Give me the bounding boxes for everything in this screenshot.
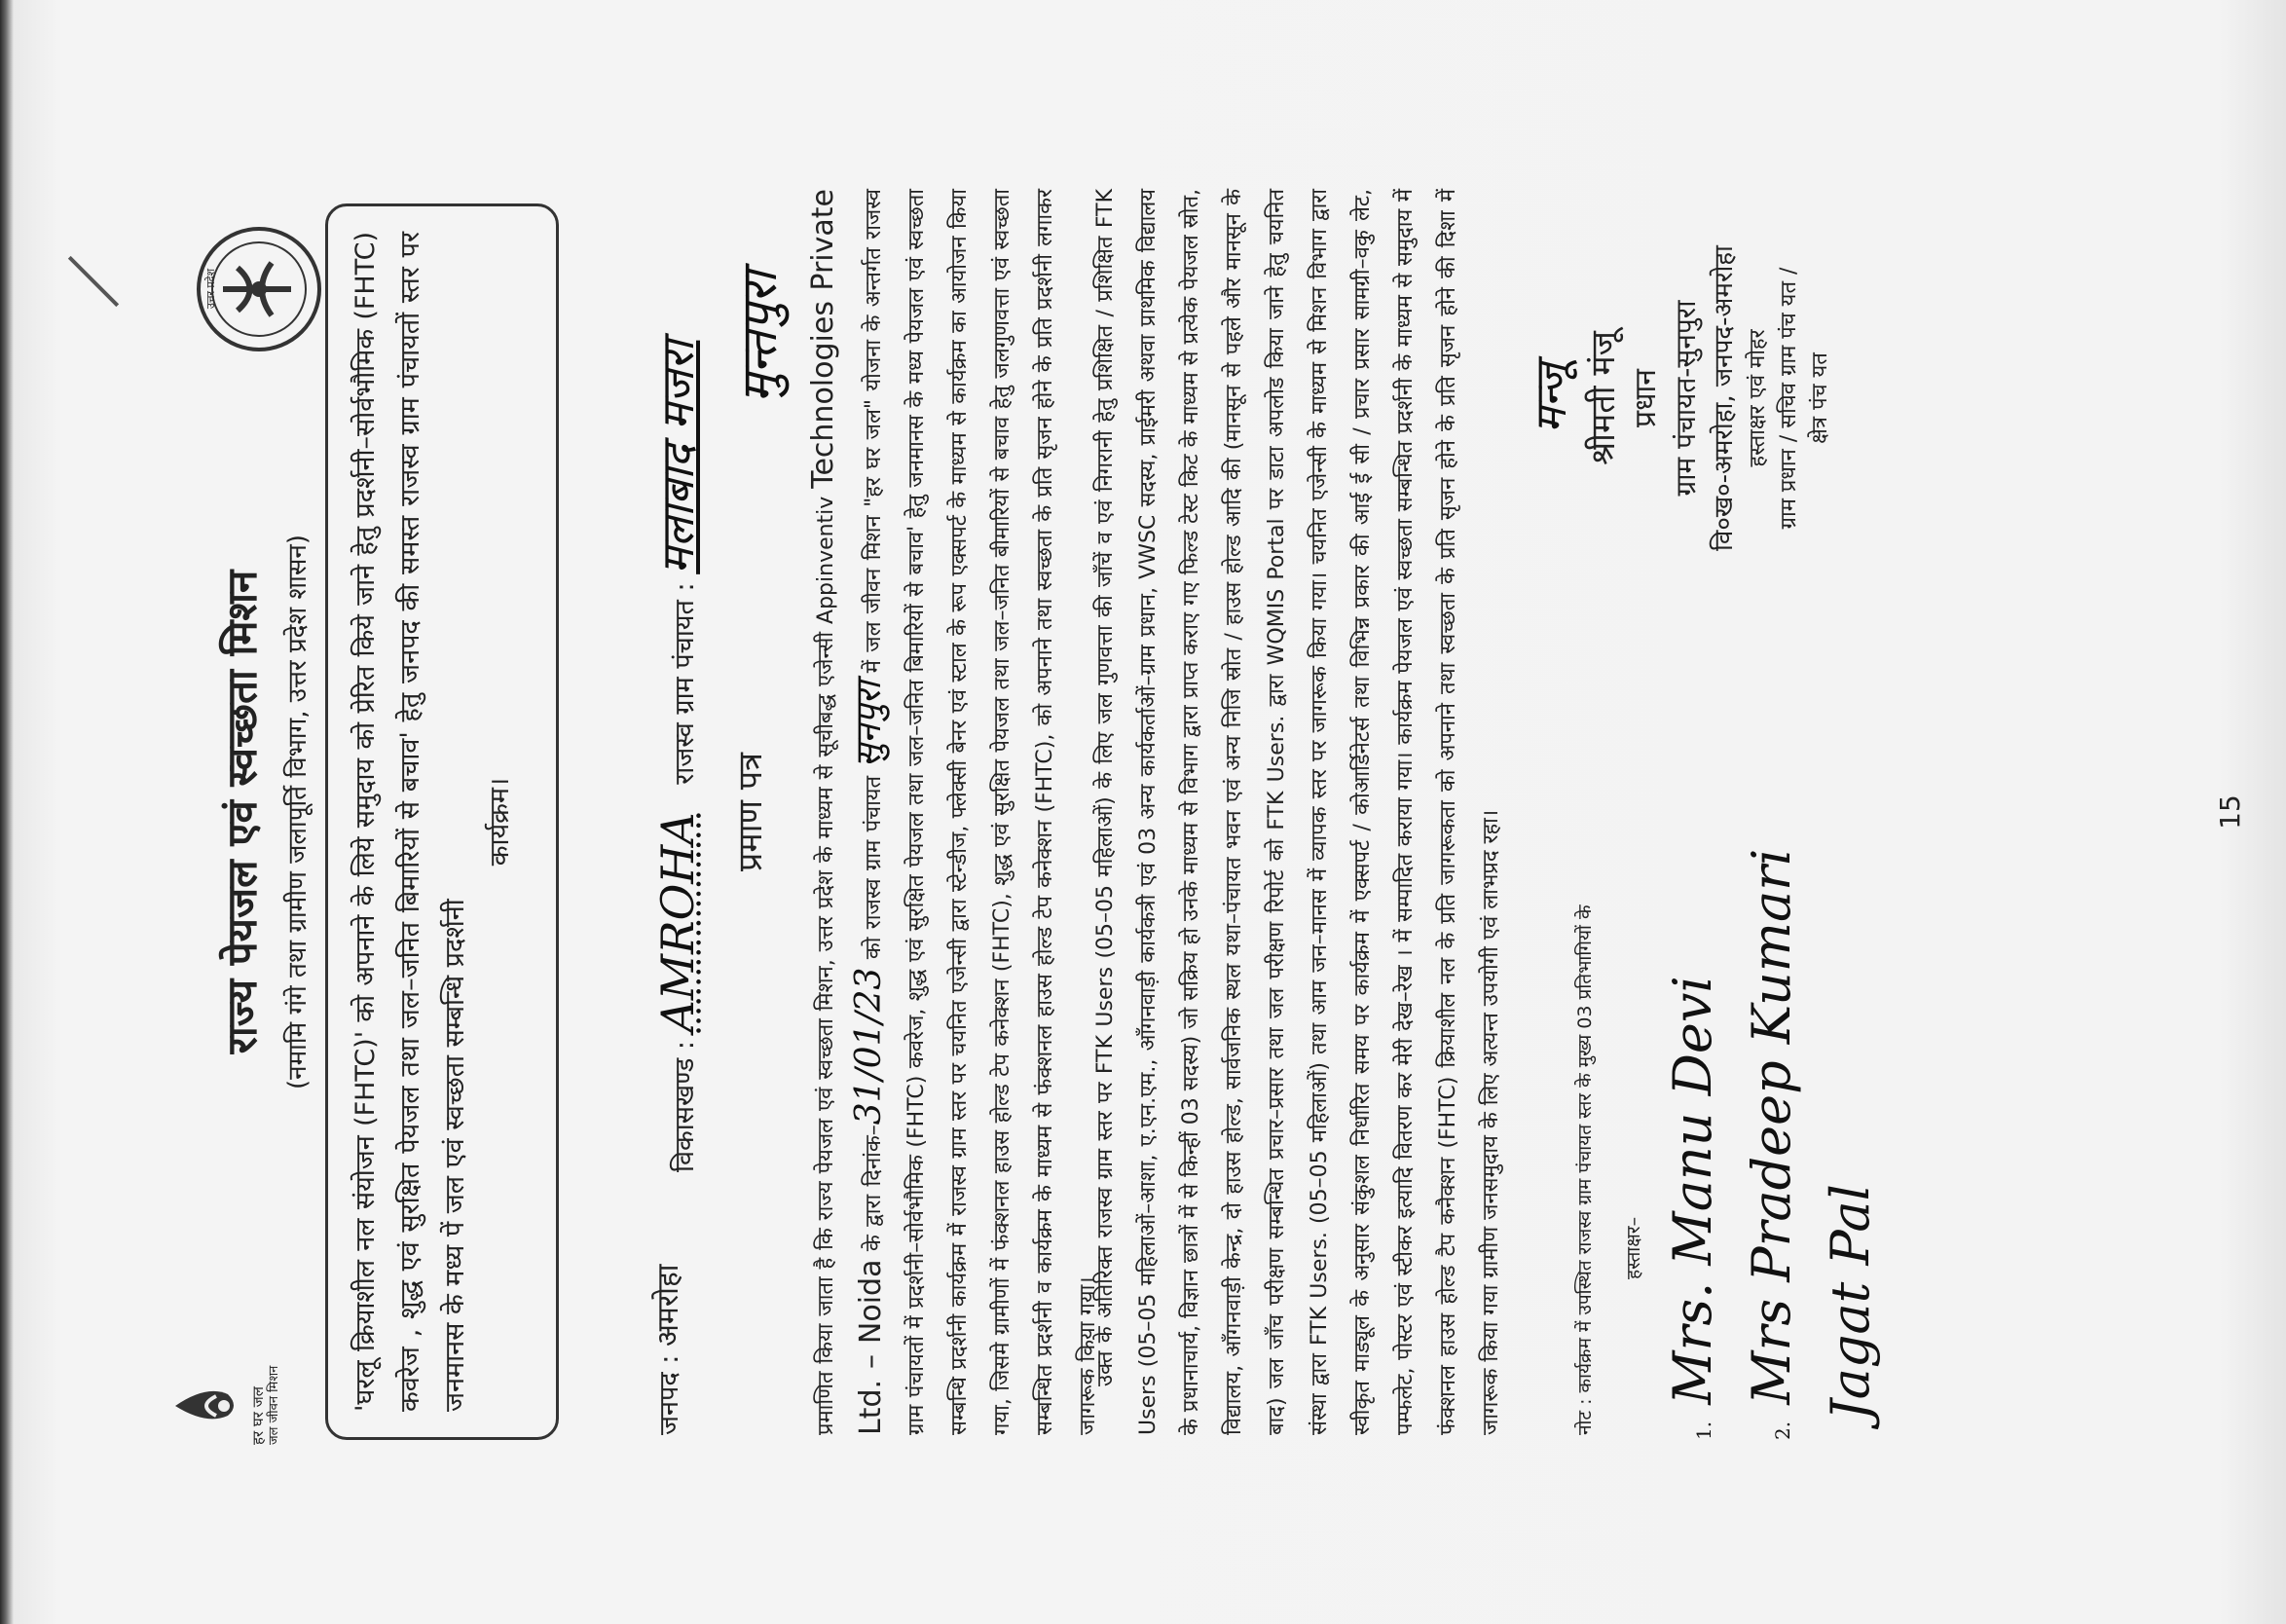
stamp-caption-3: क्षेत्र पंच यत bbox=[1808, 352, 1832, 444]
stamp-caption: हस्ताक्षर एवं मोहर bbox=[1746, 329, 1770, 467]
gram-panchayat-value-handwritten: मलाबाद मजरा bbox=[651, 340, 704, 574]
certificate-page bbox=[23, 33, 2263, 1591]
stamp-caption-2: ग्राम प्रधान / सचिव ग्राम पंच यत / bbox=[1777, 267, 1801, 530]
janpad-field bbox=[646, 1264, 686, 1435]
certificate-heading: प्रमाण पत्र bbox=[731, 753, 770, 871]
pradhan-stamp bbox=[1523, 203, 1836, 593]
participant-1: 1. Mrs. Manu Devi bbox=[1662, 976, 1723, 1440]
para1-rest: में जल जीवन मिशन "हर घर जल" योजना के अन्तर्गत राजस्व ग्राम पंचायतों में प्रदर्शनी–सोर्वभौमिक (FHTC) कवरेज, शुद्ध एवं सुरक्षित पेयजल तथा जल–जनित बिमारियों से बचाव' हेतु जनमानस के मध्य पेयजल एवं स्वच्छता सम्बन्धि प्रदर्शनी कार्यक्रम में राजस्व ग्राम स्तर पर चयनित एजेन्सी द्वारा स्टेन्डीज, फ्लेक्सी बेनर एवं स्टाल के रूप एक्सपर्ट के माध्यम से कार्यक्रम का आयोजन किया गया, जिसमे ग्रामीणों में फंक्शनल हाउस होल्ड टेप कनेक्शन (FHTC), शुद्ध एवं सुरक्षित पेयजल तथा जल–जनित बीमारियों से बचाव हेतु जलगुणवत्ता एवं स्वच्छता सम्बन्धित प्रदर्शनी व कार्यक्रम के माध्यम से फंक्शनल हाउस होल्ड टेप कनेक्शन (FHTC), को अपनाने तथा स्वच्छता के प्रति सृजन होने के प्रति प्रदर्शनी लगाकर जागरूक किया गया। bbox=[862, 188, 1100, 1435]
pen-mark bbox=[68, 256, 119, 307]
mission-subtitle: (नमामि गंगे तथा ग्रामीण जलापूर्ति विभाग, उत्तर प्रदेश शासन) bbox=[283, 535, 313, 1089]
participant-2: 2. Mrs Pradeep Kumari bbox=[1741, 848, 1802, 1440]
vikaskhand-field bbox=[646, 341, 707, 1172]
certificate-paragraph-2 bbox=[1085, 189, 1513, 1435]
participant-signatures bbox=[1659, 849, 1885, 1440]
pradhan-signature-handwritten: मन्जू bbox=[1527, 362, 1576, 434]
janpad-value: अमरोहा bbox=[651, 1264, 685, 1347]
para1-mid: को राजस्व ग्राम पंचायत bbox=[862, 775, 886, 960]
stamp-gram-panchayat: ग्राम पंचायत-सुनपुरा bbox=[1670, 300, 1702, 497]
participant-2-name: Mrs Pradeep Kumari bbox=[1741, 848, 1802, 1405]
vikaskhand-label: विकासखण्ड : bbox=[670, 1040, 700, 1172]
emblem-label: उत्तर प्रदेश bbox=[204, 268, 217, 310]
program-description-closing: कार्यक्रम। bbox=[485, 777, 515, 867]
logo-left-label: हर घर जल bbox=[249, 1386, 267, 1445]
logo-left-sublabel: जल जीवन मिशन bbox=[267, 1365, 281, 1445]
program-description-box bbox=[325, 203, 559, 1440]
para1-date-prefix: के द्वारा दिनांक– bbox=[862, 1125, 886, 1252]
participant-3 bbox=[1817, 849, 1885, 1440]
gram-panchayat-value-line2-handwritten: मुन्तपुरा bbox=[731, 271, 788, 403]
agency-name: Technologies Private Ltd. – Noida bbox=[806, 189, 888, 1435]
participant-1-name: Mrs. Manu Devi bbox=[1662, 976, 1723, 1405]
stamp-block-district: वि०ख०-अमरोहा, जनपद-अमरोहा bbox=[1710, 245, 1739, 551]
janpad-label: जनपद : bbox=[654, 1354, 684, 1435]
vikaskhand-value-handwritten: AMROHA bbox=[651, 812, 704, 1033]
participant-3-name: Jagat Pal bbox=[1820, 1184, 1881, 1421]
program-description: 'घरलू क्रियाशील नल संयोजन (FHTC)' को अपनाने के लिये समुदाय को प्रेरित किये जाने हेतु प्रदर्शनी–सोर्वभौमिक (FHTC) कवरेज , शुद्ध एवं सुरक्षित पेयजल तथा जल–जनित बिमारियों से बचाव' हेतु जनपद की समस्त राजस्व ग्राम पंचायतों स्तर पर जनमानस के मध्य पें जल एवं स्वच्छता सम्बन्धि प्रदर्शनी bbox=[350, 232, 470, 1412]
certificate-paragraph-1 bbox=[802, 189, 1110, 1435]
page-number: 15 bbox=[2214, 794, 2246, 830]
stamp-designation: प्रधान bbox=[1629, 369, 1663, 427]
mission-title: राज्य पेयजल एवं स्वच्छता मिशन bbox=[218, 570, 266, 1054]
para1-intro: प्रमाणित किया जाता है कि राज्य पेयजल एवं स्वच्छता मिशन, उत्तर प्रदेश के माध्यम से सूचीबद्ध एजेन्सी Appinventiv bbox=[814, 496, 838, 1435]
participants-note: नोट : कार्यक्रम में उपस्थित राजस्व ग्राम पंचायत स्तर के मुख्य 03 प्रतिभागियों के bbox=[1574, 904, 1596, 1435]
para1-gram-panchayat-handwritten: सुनपुरा bbox=[849, 681, 889, 768]
signature-label: हस्ताक्षर– bbox=[1623, 1216, 1644, 1279]
stamp-name: श्रीमती मंजू bbox=[1584, 331, 1623, 465]
gram-panchayat-label: राजस्व ग्राम पंचायत : bbox=[670, 582, 700, 785]
para2-text: उक्त के अतिरिक्त राजस्व ग्राम स्तर पर FTK Users (05–05 महिलाओं) के लिए जल गुणवत्ता की जाँचें व एवं निगरानी हेतु प्रशिक्षित / प्रशिक्षित FTK Users (05–05 महिलाओं–आशा, ए.एन.एम., आँगनवाड़ी कार्यकत्री एवं 03 अन्य कार्यकर्ताओं–ग्राम प्रधान, VWSC सदस्य, प्राईमरी अथवा प्राथमिक विद्यालय के प्रधानाचार्य, विज्ञान छात्रों में से किन्हीं 03 सदस्य) जो सक्रिय हो उनके माध्यम से विभाग द्वारा प्राप्त कराए गए फिल्ड टेस्ट किट के माध्यम से प्रत्येक पेयजल स्रोत, विद्यालय, आँगनवाड़ी केन्द्र, दो हाउस होल्ड, सार्वजनिक स्थल यथा–पंचायत भवन एवं अन्य निजि स्रोत / हाउस होल्ड आदि की (मानसून से पहले और मानसून के बाद) जल जाँच परीक्षण सम्बन्धित प्रचार–प्रसार तथा जल परीक्षण रिपोर्ट को FTK Users. द्वारा WQMIS Portal पर डाटा अपलोड किया जाने हेतु चयनित संस्था द्वारा FTK Users. (05–05 महिलाओं) तथा आम जन–मानस में व्यापक स्तर पर जागरूक किया गया। चयनित एजेन्सी के माध्यम से मिशन विभाग द्वारा स्वीकृत माड्यूल के अनुसार संकुशल निर्धारित समय पर कार्यक्रम में एक्सपर्ट / कोआर्डिनेटर्स तथा विभिन्न प्रकार की आई ई सी / प्रचार प्रसार सामग्री–वकु लेट, पम्फलेट, पोस्टर एवं स्टीकर इत्यादि वितरण कर मेरी देख–रेख । में सम्पादित कराया गया। कार्यक्रम पेयजल एवं स्वच्छता सम्बन्धित प्रदर्शनी के माध्यम से समुदाय में फंक्शनल हाउस होल्ड टैप कनैक्शन (FHTC) क्रियाशील नल के प्रति जागरूकता को अपनाने तथा स्वच्छता के प्रति सृजन होने के प्रति सृजन होने की दिशा में जागरूक किया गया ग्रामीण जनसमुदाय के लिए अत्यन्त उपयोगी एवं लाभप्रद रहा। bbox=[1093, 189, 1503, 1435]
program-date-handwritten: 31/01/23 bbox=[849, 967, 889, 1126]
